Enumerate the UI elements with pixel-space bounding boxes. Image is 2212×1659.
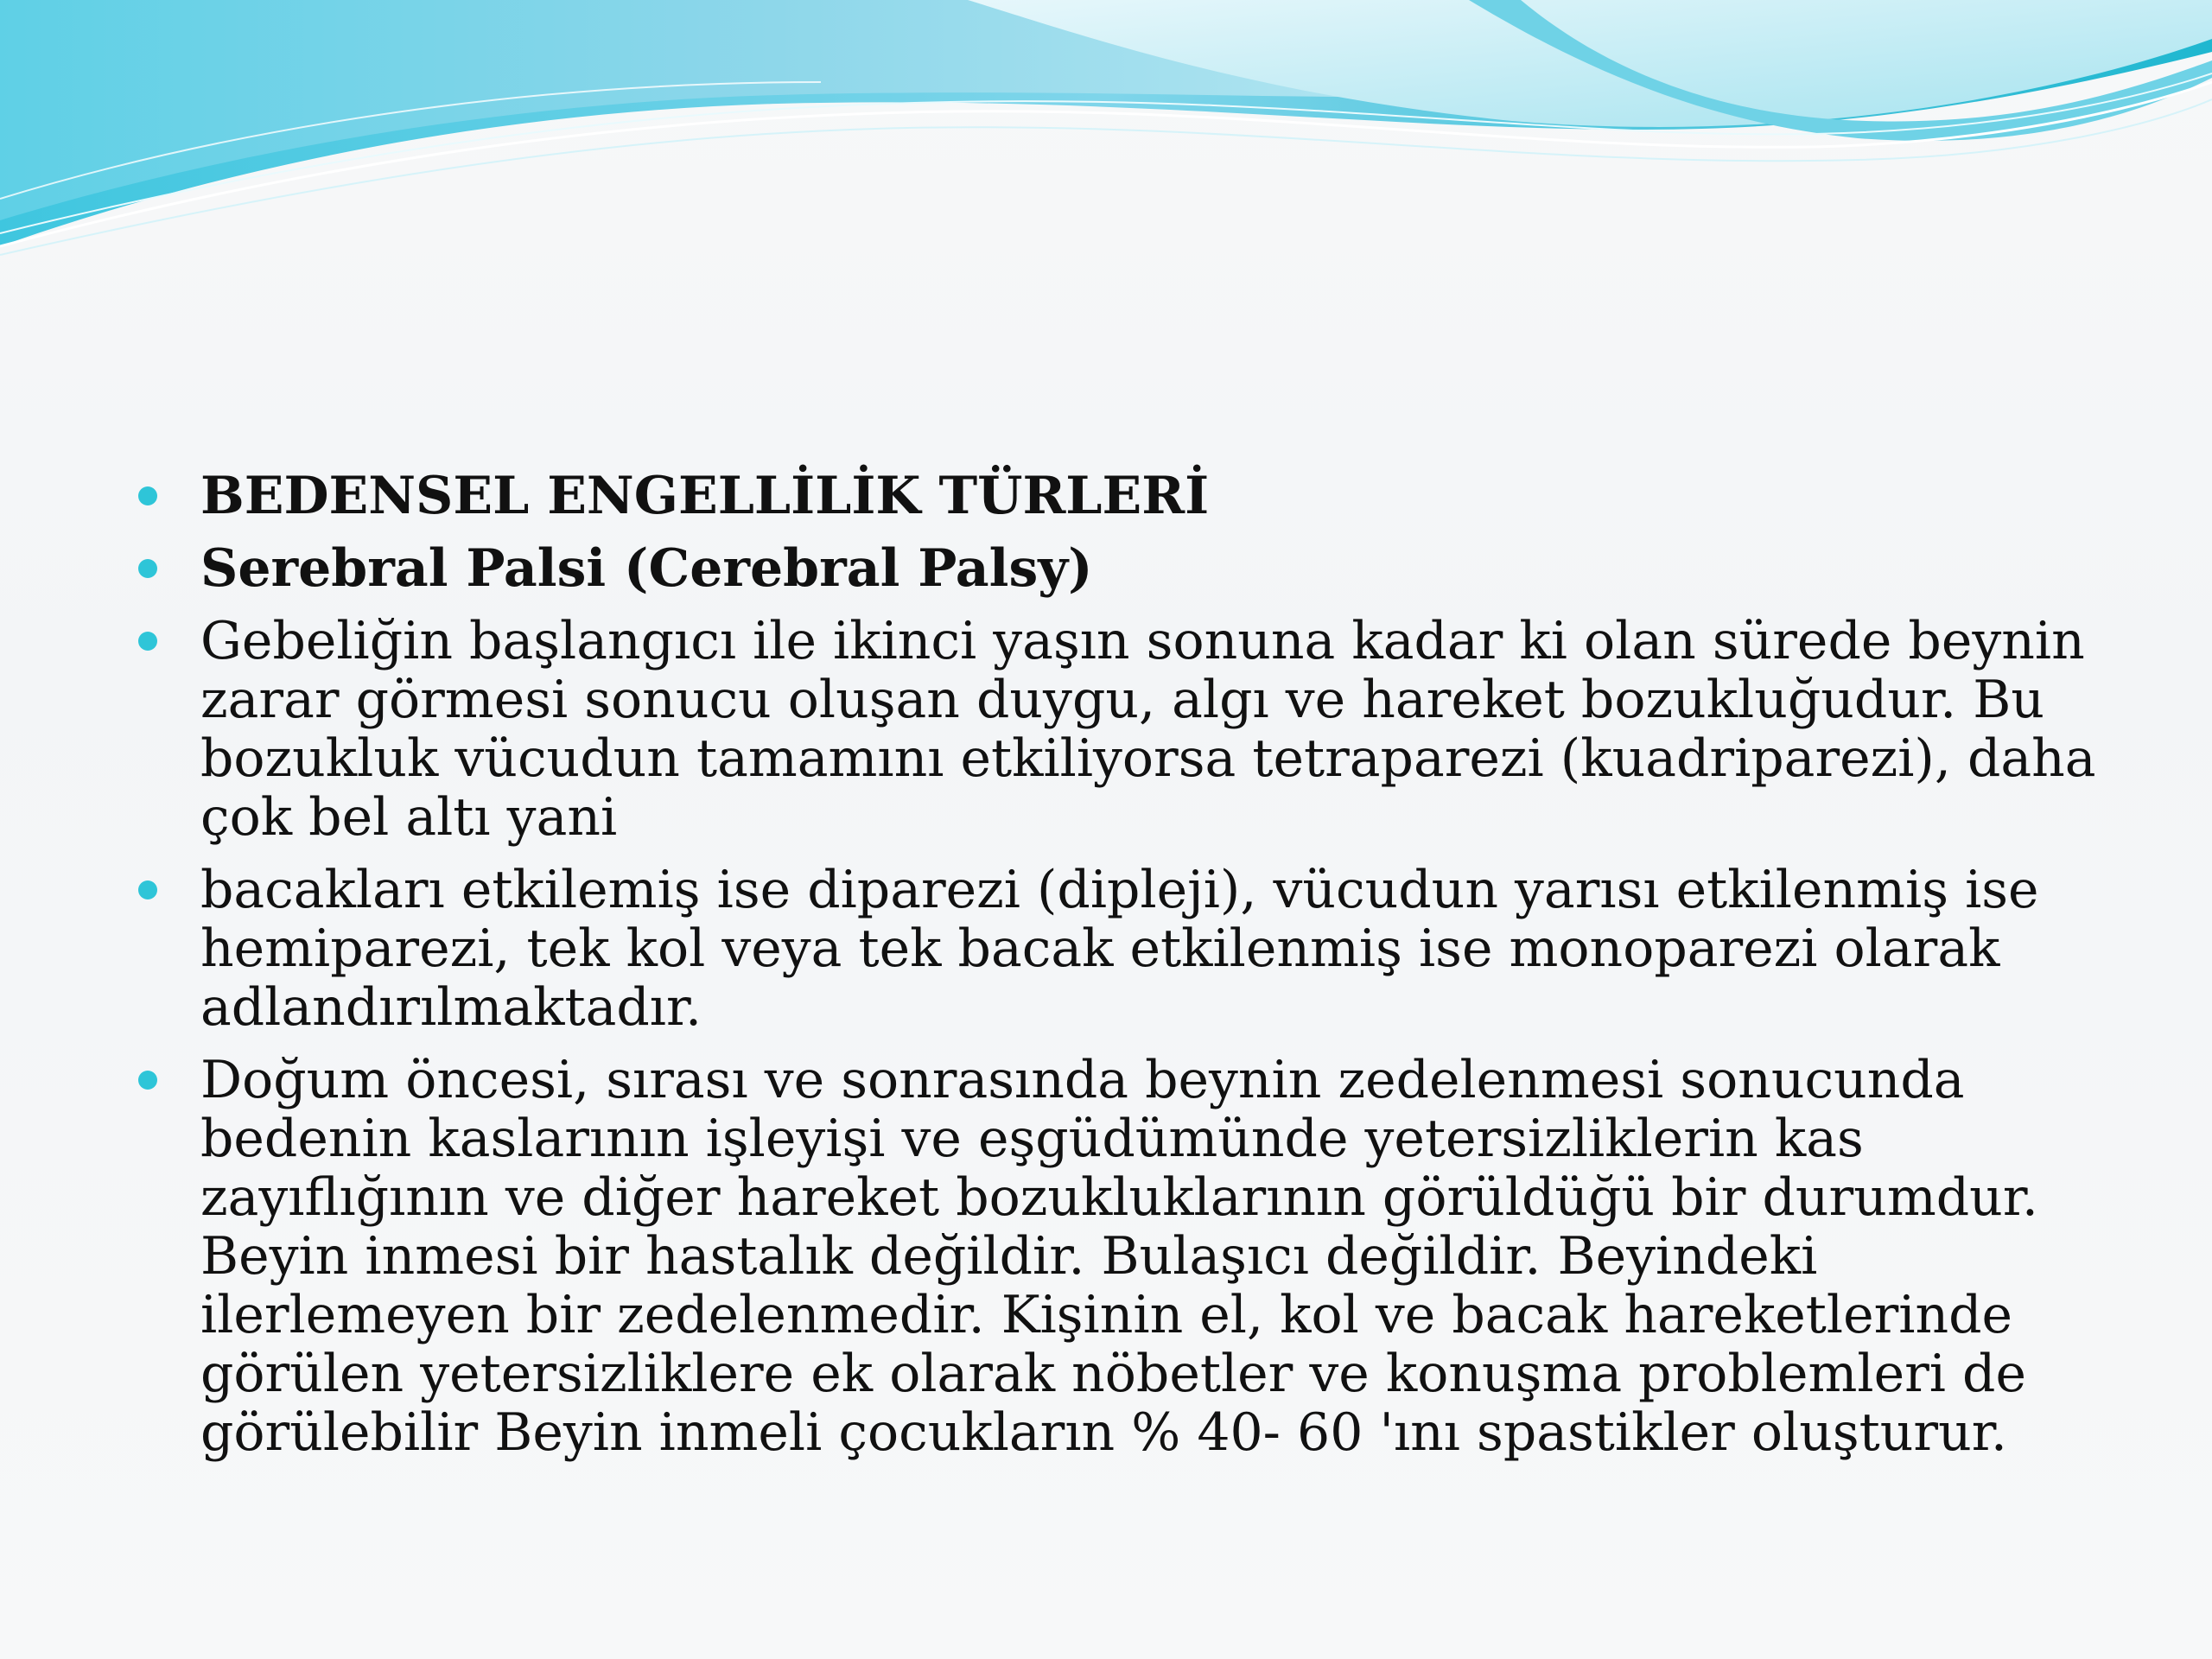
- bullet-item-subtitle: [138, 539, 2108, 598]
- bullet-dot-icon: [138, 486, 157, 505]
- bullet-dot-icon: [138, 880, 157, 899]
- bullet-text: BEDENSEL ENGELLİLİK TÜRLERİ: [200, 466, 1210, 526]
- bullet-item-title: [138, 467, 2108, 525]
- header-wave-decoration: [0, 0, 2212, 259]
- bullet-item-description: [138, 1051, 2108, 1462]
- bullet-item-definition: [138, 612, 2108, 847]
- bullet-dot-icon: [138, 559, 157, 578]
- bullet-list: [138, 467, 2108, 1462]
- bullet-text: Doğum öncesi, sırası ve sonrasında beynin zedelenmesi sonucunda bedenin kaslarının işleyişi ve eşgüdümünde yetersizliklerin kas zayıflığının ve diğer hareket bozukluklarının görüldüğü bir durumdur. Beyin inmesi bir hastalık değildir. Bulaşıcı değildir. Beyindeki ilerlemeyen bir zedelenmedir. Kişinin el, kol ve bacak hareketlerinde görülen yetersizliklere ek olarak nöbetler ve konuşma problemleri de görülebilir Beyin inmeli çocukların % 40- 60 'ını spastikler oluşturur.: [200, 1050, 2038, 1463]
- bullet-dot-icon: [138, 632, 157, 651]
- bullet-item-types: [138, 861, 2108, 1037]
- bullet-text: Gebeliğin başlangıcı ile ikinci yaşın sonuna kadar ki olan sürede beynin zarar görmesi sonucu oluşan duygu, algı ve hareket bozukluğudur. Bu bozukluk vücudun tamamını etkiliyorsa tetraparezi (kuadriparezi), daha çok bel altı yani: [200, 611, 2096, 848]
- bullet-dot-icon: [138, 1071, 157, 1090]
- bullet-text: Serebral Palsi (Cerebral Palsy): [200, 538, 1093, 599]
- bullet-text: bacakları etkilemiş ise diparezi (dipleji), vücudun yarısı etkilenmiş ise hemiparezi, tek kol veya tek bacak etkilenmiş ise monoparezi olarak adlandırılmaktadır.: [200, 860, 2039, 1038]
- bullet-content: [138, 467, 2108, 1476]
